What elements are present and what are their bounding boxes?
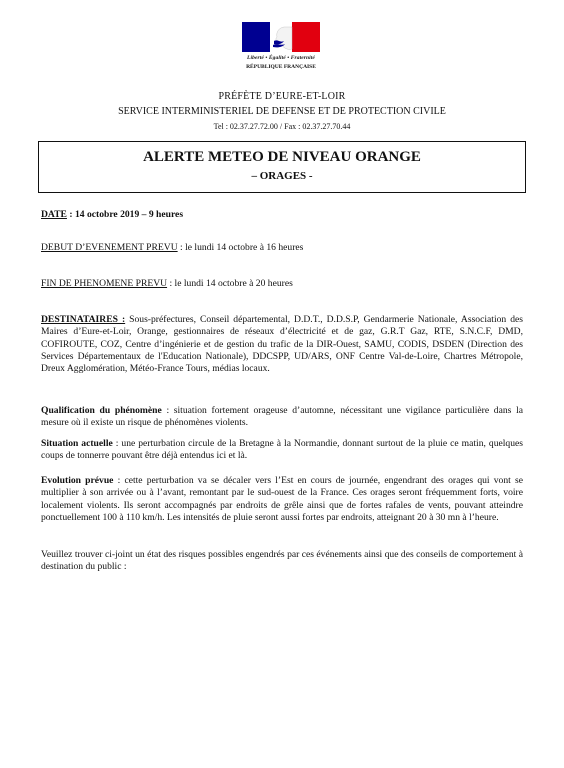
contact-line: Tel : 02.37.27.72.00 / Fax : 02.37.27.70.44 <box>213 122 351 131</box>
alert-subtitle: – ORAGES - <box>251 170 313 182</box>
qualification-text: : situation fortement orageuse d’automne, nécessitant une vigilance particulière dans la mesure où il existe un risque de phénomènes violents. <box>41 405 523 429</box>
qualification-label: Qualification du phénomène <box>41 405 162 416</box>
alert-box <box>38 141 526 193</box>
motto-text: Liberté • Égalité • Fraternité <box>247 55 315 61</box>
fin-line: FIN DE PHENOMENE PREVU : le lundi 14 octobre à 20 heures <box>41 278 293 289</box>
date-label: DATE <box>41 209 67 220</box>
debut-label: DEBUT D’EVENEMENT PREVU <box>41 242 178 253</box>
prefet-heading: PRÉFÈTE D’EURE-ET-LOIR <box>218 91 346 102</box>
destinataires-paragraph <box>41 314 523 375</box>
marianne-profile-icon <box>270 25 296 51</box>
debut-value: le lundi 14 octobre à 16 heures <box>185 242 304 253</box>
evolution-paragraph <box>41 475 523 524</box>
fin-label: FIN DE PHENOMENE PREVU <box>41 278 168 289</box>
qualification-paragraph <box>41 405 523 430</box>
closing-paragraph: Veuillez trouver ci-joint un état des risques possibles engendrés par ces événements ainsi que des conseils de comportement à destination du public : <box>41 549 523 573</box>
debut-line: DEBUT D’EVENEMENT PREVU : le lundi 14 octobre à 16 heures <box>41 242 304 253</box>
situation-text: : une perturbation circule de la Bretagne à la Normandie, donnant surtout de la pluie ce matin, quelques coups de tonnerre pouvant être déjà entendus ici et là. <box>41 438 523 462</box>
situation-label: Situation actuelle <box>41 438 113 449</box>
destinataires-text: Sous-préfectures, Conseil départemental, D.D.T., D.D.S.P, Gendarmerie Nationale, Association des Maires d’Eure-et-Loir, Orange, gestionnaires de réseaux d’électricité et de gaz, G.R.T Gaz, RTE, S.N.C.F, DMD, COFIROUTE, COZ, Centre d’ingénierie et de gestion du trafic de la DIR-Ouest, SAMU, CODIS, DSDEN (Direction des Services Départementaux de l'Education Nationale), DDCSPP, UD/ARS, ONF Centre Val-de-Loire, Chartres Métropole, Dreux Agglomération, Météo-France Tours, médias locaux. <box>41 314 523 375</box>
republique-francaise-text: RÉPUBLIQUE FRANÇAISE <box>246 64 316 70</box>
alert-title: ALERTE METEO DE NIVEAU ORANGE <box>143 149 421 165</box>
service-heading: SERVICE INTERMINISTERIEL DE DEFENSE ET DE PROTECTION CIVILE <box>118 106 446 117</box>
date-value: 14 octobre 2019 – 9 heures <box>74 209 184 220</box>
marianne-logo <box>238 22 324 80</box>
evolution-label: Evolution prévue <box>41 475 114 486</box>
situation-paragraph <box>41 438 523 463</box>
fin-value: le lundi 14 octobre à 20 heures <box>174 278 293 289</box>
destinataires-label: DESTINATAIRES : <box>41 314 126 325</box>
evolution-text: : cette perturbation va se décaler vers l’Est en cours de journée, engendrant des orages qui vont se multiplier à son arrivée ou à l’avant, remontant par le sud-ouest de la France. Ces orages seront fréquemment forts, voire localement violents. Ils seront accompagnés par endroits de grêle ainsi que de fortes rafales de vents, pouvant atteindre ponctuellement 100 à 110 km/h. Les intensités de pluie seront aussi fortes par endroits, atteignant 20 à 30 mn à l’heure. <box>41 475 523 523</box>
date-line: DATE : 14 octobre 2019 – 9 heures <box>41 209 184 220</box>
